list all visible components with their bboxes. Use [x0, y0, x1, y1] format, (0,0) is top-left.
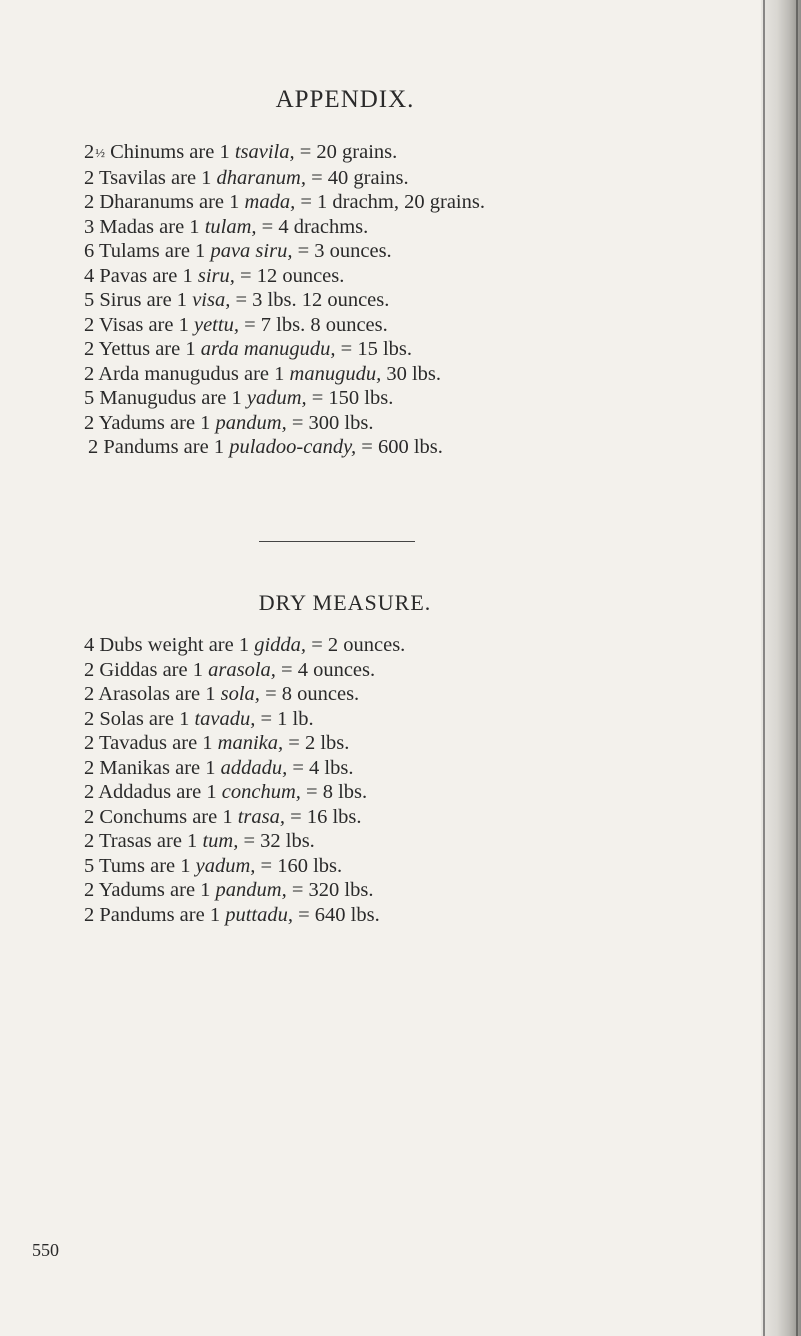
line-term: gidda,: [254, 634, 307, 656]
measure-line: [84, 313, 485, 338]
line-post: = 40 grains.: [305, 166, 409, 189]
line-term: arasola,: [208, 658, 276, 681]
measure-line: [84, 903, 405, 928]
line-post: = 4 lbs.: [287, 756, 354, 779]
line-post: = 8 ounces.: [259, 683, 360, 705]
line-pre: 2 Yadums are 1: [84, 411, 216, 434]
line-post: = 4 drachms.: [256, 215, 369, 238]
line-post: = 320 lbs.: [286, 879, 374, 901]
line-pre: 4 Pavas are 1: [84, 264, 198, 287]
line-post: 30 lbs.: [381, 362, 442, 385]
line-pre: 2 Manikas are 1: [84, 756, 221, 779]
measure-line: [84, 215, 485, 240]
line-post: = 20 grains.: [294, 141, 398, 163]
page-binding-edge: [761, 0, 801, 1336]
line-term: trasa,: [237, 805, 286, 828]
line-pre: 2 Tsavilas are 1: [84, 166, 217, 189]
line-pre: 2 Visas are 1: [84, 313, 194, 336]
measure-line: [84, 707, 405, 732]
line-mid: Chinums are 1: [105, 141, 235, 163]
line-term: pandum,: [215, 411, 287, 434]
line-pre: 2 Trasas are 1: [84, 830, 203, 852]
measure-line: [84, 362, 485, 387]
line-pre: 3 Madas are 1: [84, 215, 205, 238]
line-term: addadu,: [220, 756, 288, 779]
measure-line: [84, 288, 485, 313]
measure-line: [84, 337, 485, 362]
line-post: = 7 lbs. 8 ounces.: [238, 313, 388, 336]
section-divider: [259, 541, 415, 542]
line-pre: 5 Manugudus are 1: [84, 387, 247, 409]
page-number: 550: [32, 1240, 59, 1260]
line-term: mada,: [244, 191, 296, 213]
dry-measure-table: [84, 633, 405, 927]
line-term: arda manugudu,: [200, 338, 336, 360]
line-post: = 300 lbs.: [286, 411, 374, 434]
line-post: = 12 ounces.: [234, 264, 345, 287]
dry-measure-heading: DRY MEASURE.: [258, 590, 432, 615]
line-term: yadum,: [246, 387, 307, 409]
measure-line: [84, 805, 405, 830]
line-term: tavadu,: [194, 707, 256, 730]
measure-line: [84, 239, 485, 264]
line-post: = 8 lbs.: [300, 781, 368, 803]
line-post: = 3 ounces.: [292, 240, 392, 262]
measure-line: [84, 878, 405, 903]
line-pre: 2 Dharanums are 1: [84, 191, 245, 213]
line-term: manika,: [217, 732, 284, 754]
line-pre: 5 Sirus are 1: [84, 289, 193, 311]
line-term: puttadu,: [225, 903, 293, 926]
line-post: = 2 lbs.: [283, 732, 350, 754]
line-term: siru,: [197, 264, 235, 287]
line-term: pandum,: [215, 879, 287, 901]
line-pre: 6 Tulams are 1: [84, 240, 211, 262]
line-post: = 32 lbs.: [238, 830, 315, 852]
measure-line: [84, 829, 405, 854]
line-pre: 2 Tavadus are 1: [84, 732, 218, 754]
measure-line: [84, 264, 485, 289]
line-post: = 150 lbs.: [306, 387, 394, 409]
line-pre: 2 Pandums are 1: [84, 903, 226, 926]
line-term: pava siru,: [210, 240, 293, 262]
line-pre: 2 Conchums are 1: [84, 805, 238, 828]
binding-edge-line: [796, 0, 798, 1336]
measure-line: [84, 166, 485, 191]
line-term: puladoo-candy,: [229, 436, 357, 458]
line-pre: 2 Giddas are 1: [84, 658, 209, 681]
line-post: = 15 lbs.: [335, 338, 413, 360]
line-pre: 2 Addadus are 1: [84, 781, 222, 803]
line-pre: 2 Solas are 1: [84, 707, 195, 730]
line-term: tsavila,: [234, 141, 295, 163]
line-term: manugudu,: [289, 362, 382, 385]
measure-line: [84, 682, 405, 707]
line-term: yettu,: [193, 313, 239, 336]
line-term: tum,: [202, 830, 239, 852]
measure-line: [84, 780, 405, 805]
line-pre: 5 Tums are 1: [84, 854, 196, 877]
line-term: yadum,: [195, 854, 256, 877]
line-post: = 16 lbs.: [285, 805, 362, 828]
running-head: APPENDIX.: [275, 86, 415, 113]
line-pre: 2 Arda manugudus are 1: [84, 362, 290, 385]
line-post: = 1 lb.: [255, 707, 314, 730]
line-term: dharanum,: [216, 166, 306, 189]
line-term: conchum,: [221, 781, 301, 803]
measure-line: [84, 435, 485, 460]
measure-line: [84, 731, 405, 756]
line-post: = 1 drachm, 20 grains.: [295, 191, 485, 213]
line-pre: 2 Yettus are 1: [84, 338, 201, 360]
measure-line: [84, 411, 485, 436]
line-post: = 4 ounces.: [275, 658, 376, 681]
measure-line: [84, 386, 485, 411]
line-frac: ½: [95, 145, 105, 160]
line-pre: 2 Pandums are 1: [88, 436, 230, 458]
weights-table: [84, 140, 485, 460]
measure-line: [84, 140, 485, 166]
measure-line: [84, 756, 405, 781]
line-post: = 2 ounces.: [306, 634, 406, 656]
line-term: sola,: [220, 683, 260, 705]
measure-line: [84, 854, 405, 879]
line-pre: 2 Yadums are 1: [84, 879, 216, 901]
line-post: = 640 lbs.: [292, 903, 380, 926]
line-post: = 600 lbs.: [356, 436, 443, 458]
measure-line: [84, 633, 405, 658]
line-term: visa,: [192, 289, 231, 311]
line-pre: 2: [84, 141, 95, 163]
line-pre: 2 Arasolas are 1: [84, 683, 221, 705]
measure-line: [84, 658, 405, 683]
measure-line: [84, 190, 485, 215]
line-pre: 4 Dubs weight are 1: [84, 634, 255, 656]
line-term: tulam,: [204, 215, 257, 238]
line-post: = 160 lbs.: [255, 854, 343, 877]
line-post: = 3 lbs. 12 ounces.: [230, 289, 390, 311]
binding-shadow-line: [763, 0, 765, 1336]
